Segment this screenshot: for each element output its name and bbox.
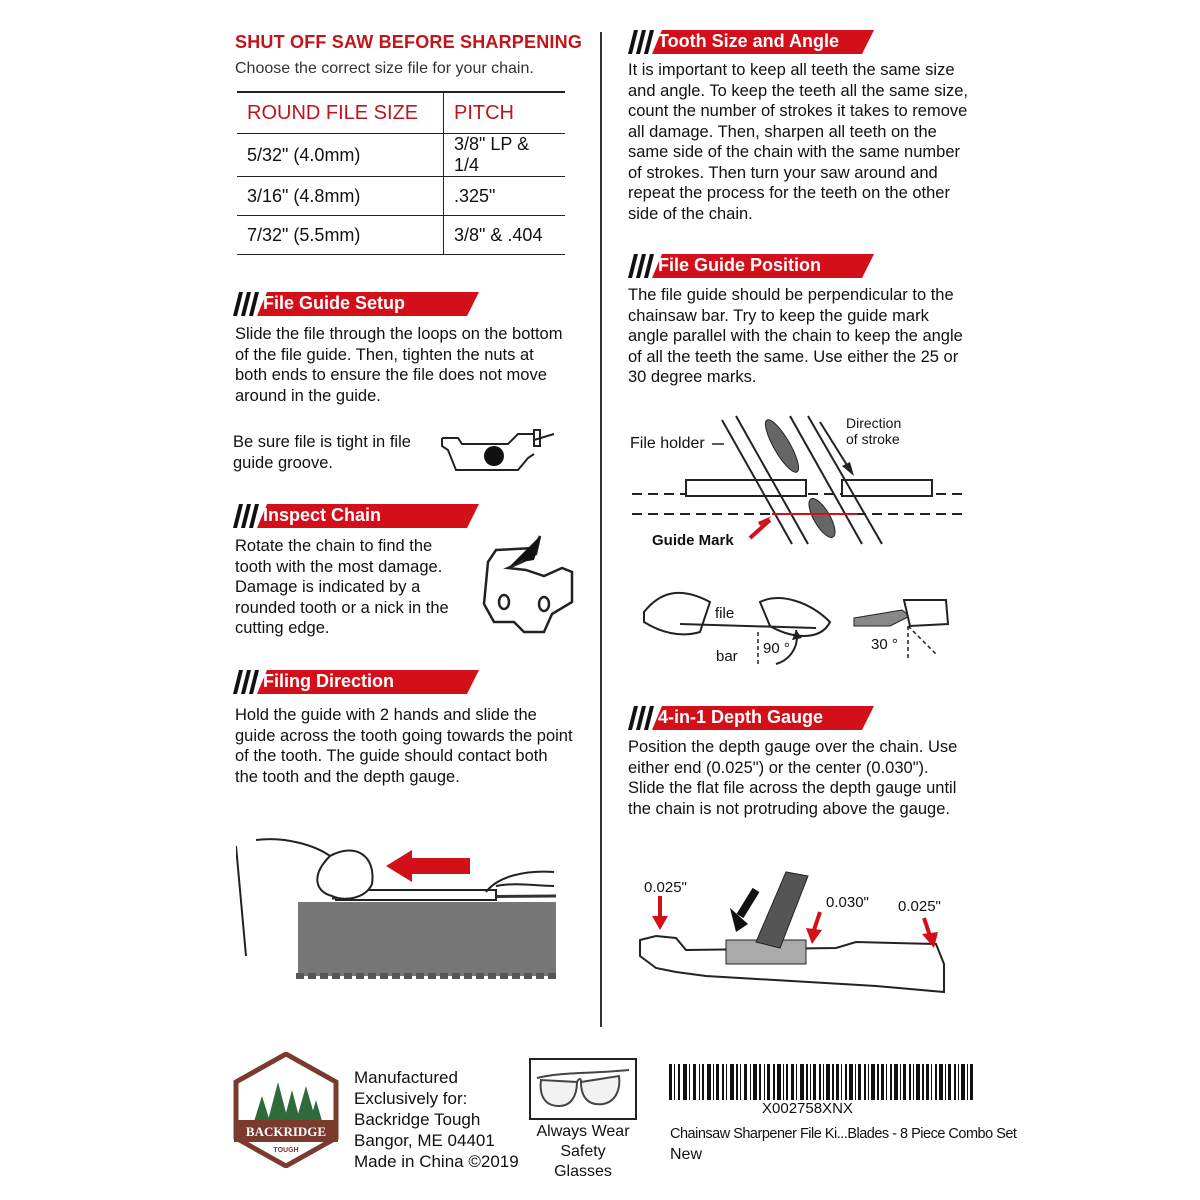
manufacturer-line: Backridge Tough — [354, 1110, 481, 1129]
table-row — [237, 177, 565, 216]
section-title: File Guide Setup — [263, 293, 406, 313]
label-depth-right: 0.025" — [898, 898, 941, 915]
setup-text: Slide the file through the loops on the bottom of the file guide. Then, tighten the nuts at both ends to ensure the file does not move around in the guide. — [235, 325, 563, 405]
safety-line: Glasses — [554, 1163, 612, 1180]
table-header: ROUND FILE SIZE — [237, 92, 444, 134]
filing-direction-illustration — [236, 836, 566, 986]
product-name: Chainsaw Sharpener File Ki...Blades - 8 Piece Combo Set — [670, 1126, 1017, 1142]
section-header-tooth — [628, 30, 874, 54]
barcode — [669, 1064, 974, 1100]
label-angle-90: 90 ° — [763, 640, 790, 657]
file-guide-groove-illustration — [438, 424, 560, 476]
barcode-id: X002758XNX — [762, 1100, 853, 1117]
stripes-icon — [628, 254, 658, 278]
table-cell: 3/8" & .404 — [444, 216, 566, 255]
subtitle: Choose the correct size file for your chain. — [235, 60, 534, 77]
section-header-position — [628, 254, 874, 278]
file-angle-diagram — [640, 582, 970, 672]
guide-position-diagram — [632, 410, 962, 550]
table-row — [237, 216, 565, 255]
section-header-depth — [628, 706, 874, 730]
table-row — [237, 134, 565, 177]
table-cell: 7/32" (5.5mm) — [237, 216, 444, 255]
section-title: File Guide Position — [658, 255, 822, 275]
label-direction: Direction — [846, 415, 902, 431]
label-file: file — [715, 605, 735, 622]
label-angle-30: 30 ° — [871, 636, 898, 653]
manufacturer-line: Bangor, ME 04401 — [354, 1131, 495, 1150]
depth-text: Position the depth gauge over the chain. Use either end (0.025") or the center (0.030"). Slide the flat file across the depth gauge until the chain is not protruding above the gauge. — [628, 738, 958, 818]
manufacturer-line: Exclusively for: — [354, 1089, 468, 1108]
product-condition: New — [670, 1146, 703, 1163]
tooth-text: It is important to keep all teeth the same size and angle. To keep the teeth all the same size, count the number of strokes it takes to remove all damage. Then, sharpen all teeth on the same side of the chain with the same number of strokes. Then turn your saw around and repeat the process for the teeth on the other side of the chain. — [628, 61, 969, 223]
safety-glasses-box — [529, 1058, 637, 1120]
logo-main-text: BACKRIDGE — [245, 1124, 327, 1139]
backridge-logo — [232, 1052, 340, 1168]
stripes-icon — [233, 292, 263, 316]
section-header-setup — [233, 292, 479, 316]
warning-heading: SHUT OFF SAW BEFORE SHARPENING — [235, 32, 583, 52]
table-cell: .325" — [444, 177, 566, 216]
logo-sub-text: TOUGH — [273, 1147, 299, 1154]
table-cell: 5/32" (4.0mm) — [237, 134, 444, 177]
manufacturer-block — [354, 1067, 519, 1172]
direction-text: Hold the guide with 2 hands and slide the guide across the tooth going towards the point of the tooth. The guide should contact both the tooth and the depth gauge. — [235, 706, 573, 786]
manufacturer-line: Made in China ©2019 — [354, 1152, 519, 1171]
inspect-text: Rotate the chain to find the tooth with the most damage. Damage is indicated by a rounded tooth or a nick in the cutting edge. — [235, 537, 449, 637]
section-title: Tooth Size and Angle — [658, 31, 839, 51]
manufacturer-line: Manufactured — [354, 1068, 458, 1087]
section-header-inspect — [233, 504, 479, 528]
safety-text — [522, 1122, 644, 1182]
safety-line: Always Wear — [536, 1123, 630, 1140]
section-title: 4-in-1 Depth Gauge — [658, 707, 824, 727]
table-header-row — [237, 92, 565, 134]
chain-tooth-illustration — [474, 532, 580, 640]
section-title: Filing Direction — [263, 671, 395, 691]
label-depth-left: 0.025" — [644, 879, 687, 896]
label-guide-mark: Guide Mark — [652, 532, 734, 549]
column-divider — [600, 32, 602, 1027]
label-bar: bar — [716, 648, 738, 665]
label-depth-center: 0.030" — [826, 894, 869, 911]
section-title: Inspect Chain — [263, 505, 382, 525]
setup-note: Be sure file is tight in file guide groove. — [233, 433, 411, 472]
table-header: PITCH — [444, 92, 566, 134]
table-cell: 3/16" (4.8mm) — [237, 177, 444, 216]
position-text: The file guide should be perpendicular to the chainsaw bar. Try to keep the guide mark angle parallel with the chain to keep the angle of all the teeth the same. Use either the 25 or 30 degree marks. — [628, 286, 963, 386]
file-size-table — [237, 91, 565, 255]
table-cell: 3/8" LP & 1/4 — [444, 134, 566, 177]
safety-line: Safety — [560, 1143, 606, 1160]
label-file-holder: File holder — [630, 435, 705, 452]
section-header-direction — [233, 670, 479, 694]
safety-glasses-icon — [531, 1060, 635, 1118]
label-of-stroke: of stroke — [846, 431, 900, 447]
